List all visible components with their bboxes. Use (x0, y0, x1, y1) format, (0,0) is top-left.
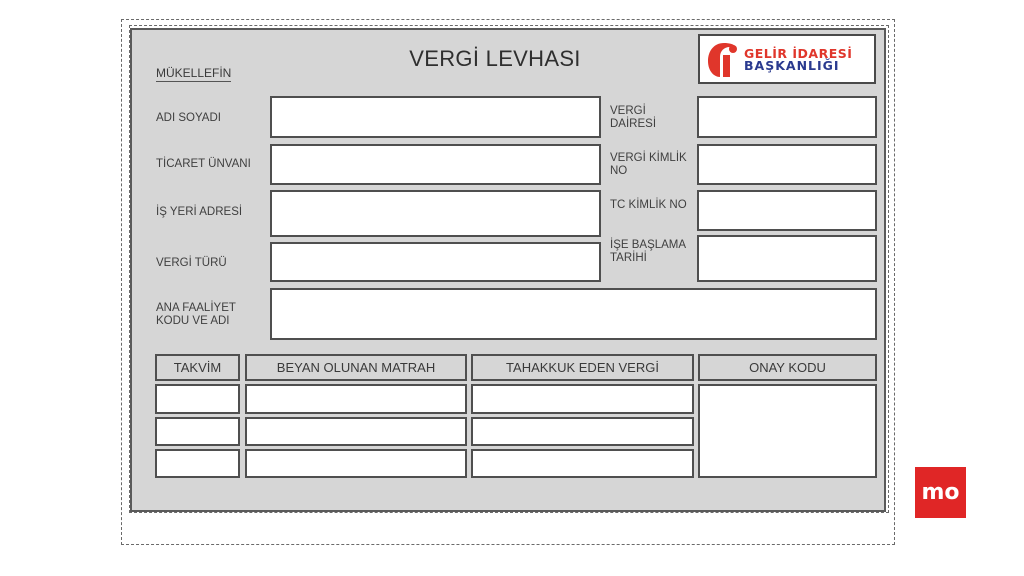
logo-line-2: BAŞKANLIĞI (744, 58, 840, 73)
cell-beyan-2[interactable] (245, 417, 467, 446)
taxpayer-heading: MÜKELLEFİN (156, 66, 232, 80)
cell-tahakkuk-3[interactable] (471, 449, 694, 478)
mo-badge[interactable]: mo (915, 467, 966, 518)
field-ticaret-unvani[interactable] (270, 144, 601, 185)
gib-logo-icon (706, 41, 742, 79)
label-ise-baslama-line-2: TARİHİ (610, 252, 647, 264)
label-vergi-kimlik-line-2: NO (610, 165, 628, 177)
header-beyan-olunan-matrah: BEYAN OLUNAN MATRAH (245, 354, 467, 381)
label-vergi-dairesi-line-1: VERGİ (610, 105, 646, 117)
label-vergi-dairesi-line-2: DAİRESİ (610, 118, 657, 130)
logo-line-1: GELİR İDARESİ (744, 46, 853, 61)
label-ticaret-unvani: TİCARET ÜNVANI (156, 158, 251, 170)
label-adi-soyadi: ADI SOYADI (156, 112, 221, 124)
label-vergi-kimlik-line-1: VERGİ KİMLİK (610, 152, 687, 164)
field-tc-kimlik-no[interactable] (697, 190, 877, 231)
cell-tahakkuk-1[interactable] (471, 384, 694, 414)
field-is-yeri-adresi[interactable] (270, 190, 601, 237)
header-onay-kodu: ONAY KODU (698, 354, 877, 381)
cell-takvim-3[interactable] (155, 449, 240, 478)
header-takvim: TAKVİM (155, 354, 240, 381)
label-ise-baslama-tarihi (610, 239, 686, 265)
cell-onay-kodu[interactable] (698, 384, 877, 478)
header-tahakkuk-eden-vergi: TAHAKKUK EDEN VERGİ (471, 354, 694, 381)
field-vergi-kimlik-no[interactable] (697, 144, 877, 185)
label-ana-faaliyet-line-2: KODU VE ADI (156, 315, 230, 327)
label-ana-faaliyet (156, 302, 236, 328)
field-adi-soyadi[interactable] (270, 96, 601, 138)
label-is-yeri-adresi: İŞ YERİ ADRESİ (156, 206, 243, 218)
field-vergi-dairesi[interactable] (697, 96, 877, 138)
cell-beyan-1[interactable] (245, 384, 467, 414)
label-vergi-turu: VERGİ TÜRÜ (156, 257, 227, 269)
form-title: VERGİ LEVHASI (409, 46, 581, 71)
cell-takvim-1[interactable] (155, 384, 240, 414)
cell-tahakkuk-2[interactable] (471, 417, 694, 446)
label-ise-baslama-line-1: İŞE BAŞLAMA (610, 239, 687, 251)
field-ise-baslama-tarihi[interactable] (697, 235, 877, 282)
cell-beyan-3[interactable] (245, 449, 467, 478)
field-ana-faaliyet[interactable] (270, 288, 877, 340)
cell-takvim-2[interactable] (155, 417, 240, 446)
label-vergi-kimlik-no (610, 152, 687, 178)
gib-logo (698, 34, 876, 84)
field-vergi-turu[interactable] (270, 242, 601, 282)
label-vergi-dairesi (610, 105, 656, 131)
label-tc-kimlik-no: TC KİMLİK NO (610, 199, 687, 211)
gib-logo-text (744, 48, 852, 72)
label-ana-faaliyet-line-1: ANA FAALİYET (156, 302, 236, 314)
